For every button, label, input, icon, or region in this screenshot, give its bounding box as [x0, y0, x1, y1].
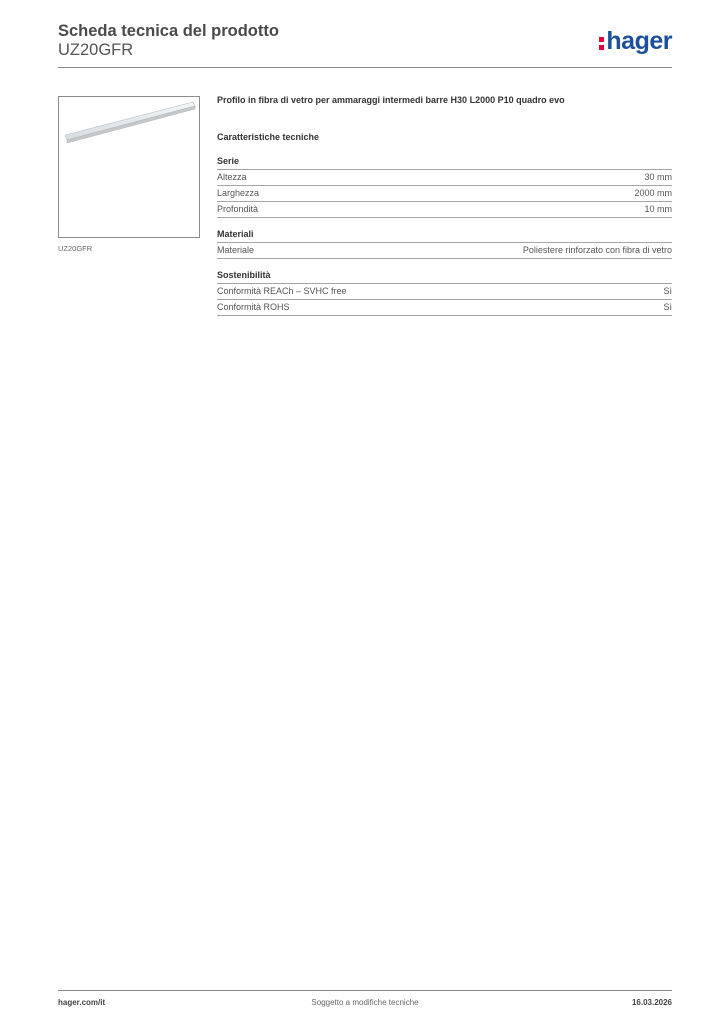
group-sostenibilita [217, 269, 672, 316]
footer-date: 16.03.2026 [631, 998, 672, 1007]
spec-label: Materiale [217, 245, 255, 255]
fiberglass-profile-bar-image [59, 97, 199, 237]
spec-label: Profondità [217, 204, 259, 214]
product-description: Profilo in fibra di vetro per ammaraggi intermedi barre H30 L2000 P10 quadro evo [217, 95, 565, 105]
group-title: Serie [217, 156, 240, 166]
footer-divider [58, 990, 672, 991]
footer-website-link[interactable]: hager.com/it [58, 998, 106, 1007]
spec-label: Larghezza [217, 188, 260, 198]
spec-row [217, 299, 672, 316]
spec-row [217, 185, 672, 201]
group-materiali [217, 228, 672, 259]
technical-content [217, 94, 672, 326]
group-title: Materiali [217, 229, 254, 239]
spec-row [217, 283, 672, 299]
image-caption: UZ20GFR [58, 244, 93, 253]
spec-value: 30 mm [644, 172, 672, 182]
spec-row [217, 201, 672, 218]
spec-value: 2000 mm [634, 188, 672, 198]
spec-label: Conformità REACh – SVHC free [217, 286, 347, 296]
spec-row [217, 169, 672, 185]
document-title: Scheda tecnica del prodotto [58, 22, 279, 40]
section-title: Caratteristiche tecniche [217, 132, 320, 142]
footer-note: Soggetto a modifiche tecniche [311, 998, 419, 1007]
spec-value: Sì [663, 302, 672, 312]
hager-logo [599, 28, 672, 54]
document-header [58, 22, 672, 60]
spec-row [217, 242, 672, 259]
spec-value: Poliestere rinforzato con fibra di vetro [522, 245, 672, 255]
product-code: UZ20GFR [58, 41, 134, 59]
group-title: Sostenibilità [217, 270, 271, 280]
spec-value: Sì [663, 286, 672, 296]
header-divider [58, 67, 672, 68]
product-image [58, 96, 200, 238]
group-serie [217, 155, 672, 218]
spec-label: Conformità ROHS [217, 302, 290, 312]
logo-text: hager [606, 27, 672, 55]
spec-label: Altezza [217, 172, 247, 182]
logo-colon-icon [599, 28, 604, 54]
spec-value: 10 mm [644, 204, 672, 214]
